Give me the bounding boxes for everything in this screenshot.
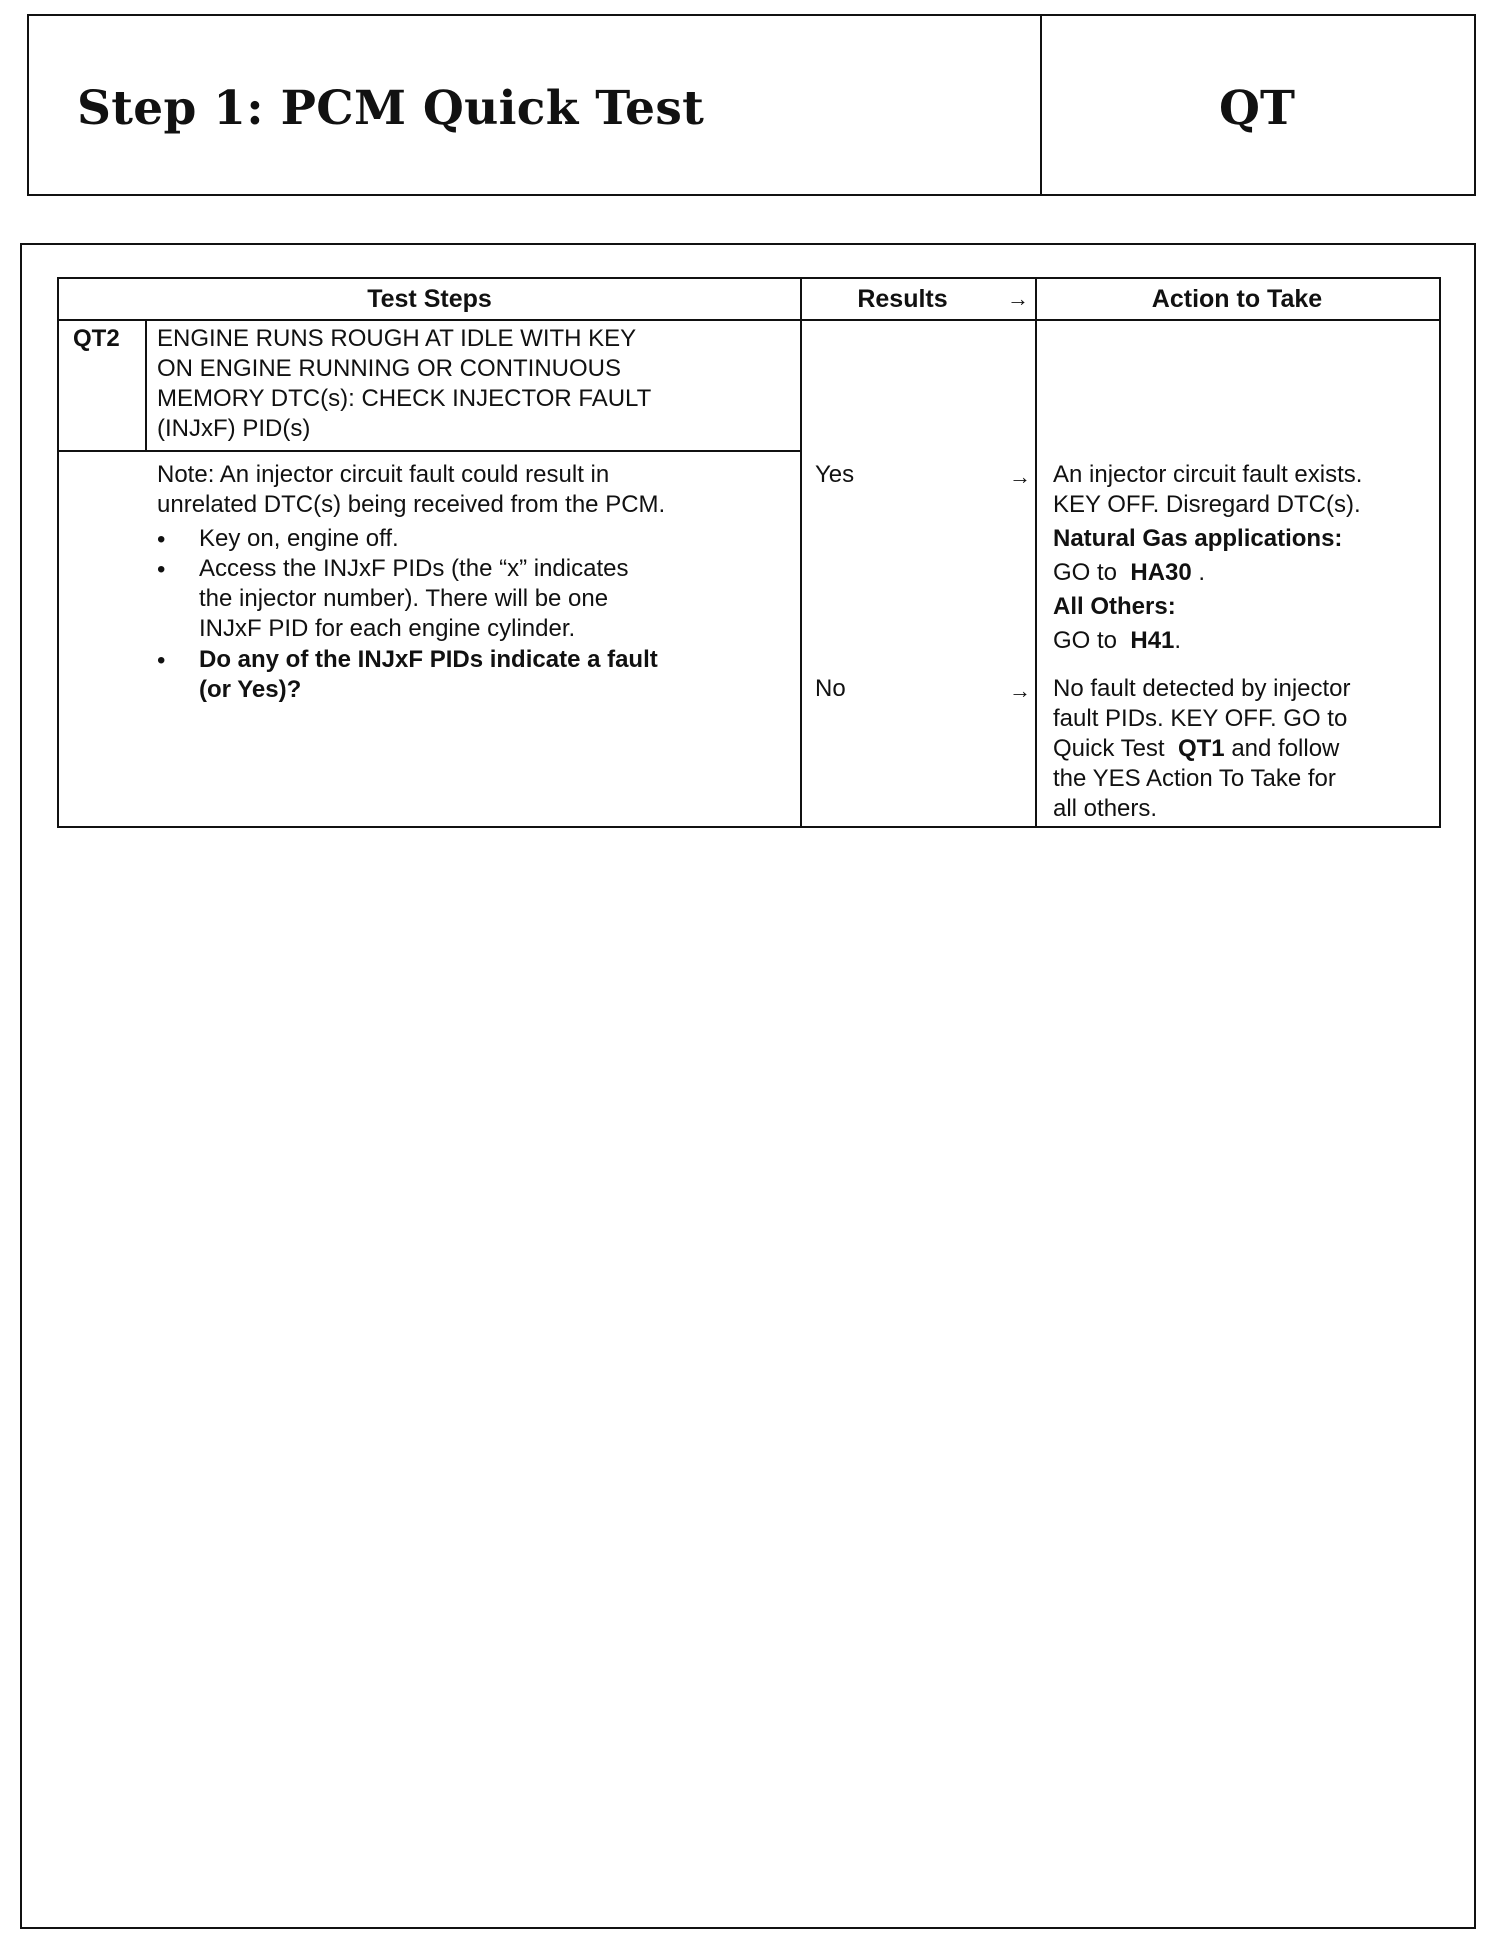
action-line: No fault detected by injector [1053,675,1351,702]
step-title-line: (INJxF) PID(s) [157,415,311,442]
goto-target-qt1: QT1 [1177,735,1225,762]
header-results: Results [857,285,948,313]
test-table [57,277,1441,828]
natural-gas-heading: Natural Gas applications: [1053,525,1343,552]
bullet-line: INJxF PID for each engine cylinder. [199,615,576,642]
goto-suffix: . [1198,559,1206,586]
column-divider-results [800,279,802,826]
result-no-action [1053,674,1351,824]
action-line: fault PIDs. KEY OFF. GO to [1053,705,1348,732]
bullet-icon: • [157,526,166,553]
result-no-arrow: → [1009,678,1031,703]
bullet-line: the injector number). There will be one [199,585,609,612]
goto-prefix: GO to [1053,627,1118,654]
action-line: the YES Action To Take for [1053,765,1336,792]
action-line: all others. [1053,795,1158,822]
header-row-divider [59,319,1439,321]
header-action: Action to Take [1151,285,1323,313]
step-title-line: MEMORY DTC(s): CHECK INJECTOR FAULT [157,385,652,412]
bullet-item [199,524,399,554]
bullet-line: Do any of the INJxF PIDs indicate a fault [199,646,658,673]
step-title [157,324,651,444]
step-title-line: ON ENGINE RUNNING OR CONTINUOUS [157,355,622,382]
result-yes-action [1053,460,1362,656]
step-title-divider [59,450,800,452]
column-divider-action [1035,279,1037,826]
step-note [157,460,665,520]
header-test-steps: Test Steps [367,285,492,313]
note-line: unrelated DTC(s) being received from the PCM. [157,491,666,518]
natural-gas-goto [1053,558,1362,588]
quick-test-prefix: Quick Test [1053,735,1165,762]
page-title: Step 1: PCM Quick Test [77,81,705,136]
bullet-line: Key on, engine off. [199,525,399,552]
goto-target-ha30: HA30 [1130,559,1192,586]
goto-suffix: . [1174,627,1182,654]
quick-test-suffix: and follow [1231,735,1340,762]
all-others-heading: All Others: [1053,593,1176,620]
bullet-item [199,554,628,644]
bullet-line: Access the INJxF PIDs (the “x” indicates [199,555,629,582]
action-line: An injector circuit fault exists. [1053,461,1363,488]
step-id: QT2 [73,325,120,352]
goto-prefix: GO to [1053,559,1118,586]
result-no-label: No [815,675,846,702]
action-line [1053,734,1351,764]
bullet-icon: • [157,647,166,674]
section-code: QT [1219,81,1295,136]
result-yes-label: Yes [815,461,855,488]
action-line: KEY OFF. Disregard DTC(s). [1053,491,1361,518]
bullet-line: (or Yes)? [199,676,302,703]
goto-target-h41: H41 [1130,627,1175,654]
header-arrow: → [1007,286,1029,311]
step-id-divider [145,319,147,450]
all-others-goto [1053,626,1362,656]
result-yes-arrow: → [1009,464,1031,489]
step-title-line: ENGINE RUNS ROUGH AT IDLE WITH KEY [157,325,637,352]
page-header [27,14,1476,196]
bullet-item-question [199,645,658,705]
bullet-icon: • [157,556,166,583]
note-line: Note: An injector circuit fault could result in [157,461,610,488]
